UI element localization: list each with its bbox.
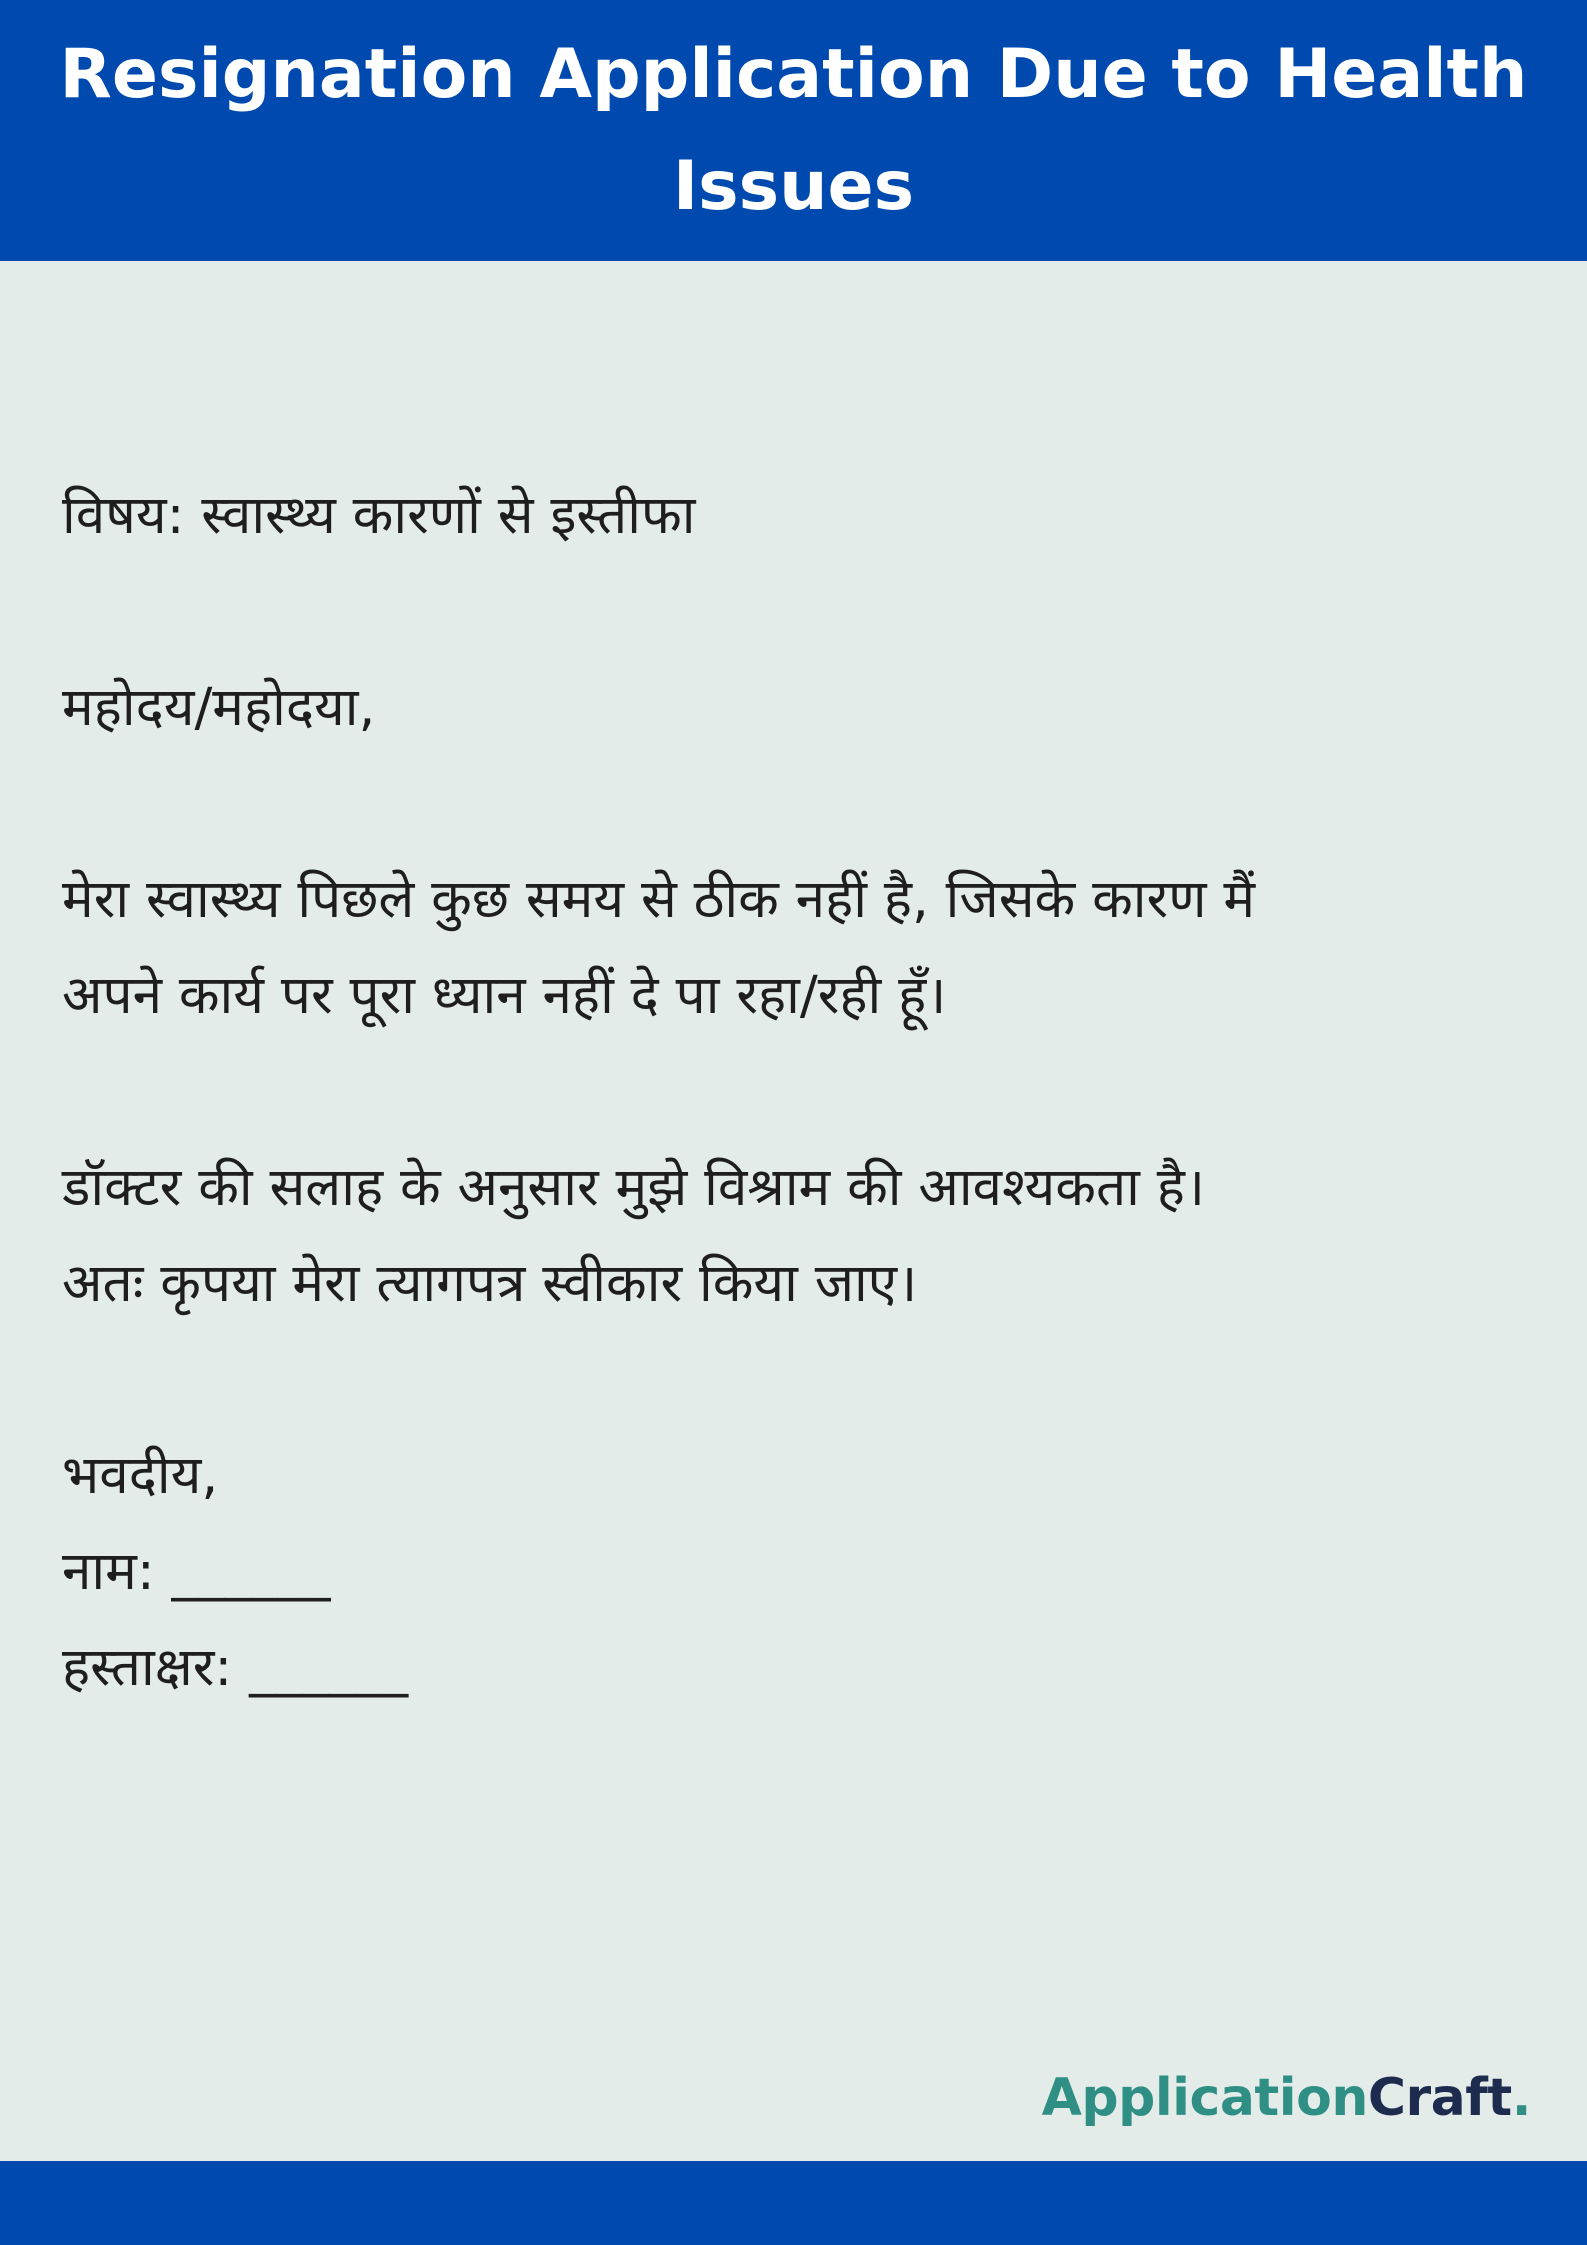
letter-closing: भवदीय, (62, 1445, 219, 1506)
header-banner (0, 0, 1587, 261)
name-line: नाम: ______ (62, 1541, 331, 1602)
letter-subject: विषय: स्वास्थ्य कारणों से इस्तीफा (62, 485, 696, 546)
paragraph-1-line-2: अपने कार्य पर पूरा ध्यान नहीं दे पा रहा/रही हूँ। (62, 965, 947, 1026)
brand-logo-dot: . (1511, 2068, 1531, 2128)
letter-body (62, 468, 1532, 1716)
paragraph-2-line-2: अतः कृपया मेरा त्यागपत्र स्वीकार किया जाए। (62, 1253, 918, 1314)
paragraph-1-line-1: मेरा स्वास्थ्य पिछले कुछ समय से ठीक नहीं है, जिसके कारण मैं (62, 869, 1256, 930)
footer-bar (0, 2161, 1587, 2245)
spacer (62, 756, 1532, 852)
paragraph-2-line-1: डॉक्टर की सलाह के अनुसार मुझे विश्राम की आवश्यकता है। (62, 1157, 1205, 1218)
spacer (62, 1332, 1532, 1428)
page-title: Resignation Application Due to Health Issues (59, 34, 1528, 226)
spacer (62, 564, 1532, 660)
spacer (62, 1044, 1532, 1140)
letter-salutation: महोदय/महोदया, (62, 677, 376, 738)
brand-logo (1042, 2062, 1531, 2134)
signature-line: हस्ताक्षर: ______ (62, 1637, 409, 1698)
brand-logo-part-2: Craft (1367, 2068, 1512, 2128)
brand-logo-part-1: Application (1041, 2068, 1368, 2128)
